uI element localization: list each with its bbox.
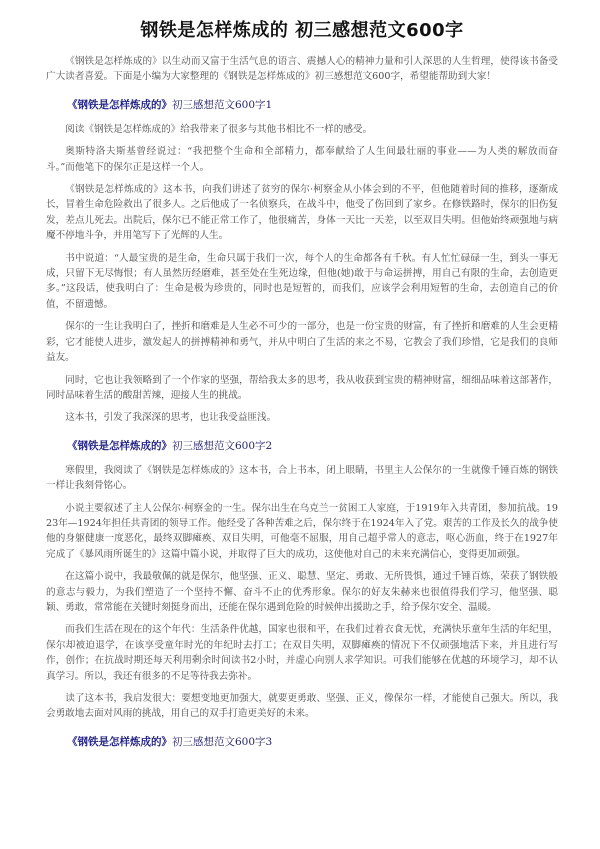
paragraph: 这本书，引发了我深深的思考，也让我受益匪浅。 (65, 412, 277, 424)
paragraph: 阅读《钢铁是怎样炼成的》给我带来了很多与其他书相比不一样的感受。 (65, 123, 373, 135)
paragraph: 在这篇小说中，我最敬佩的就是保尔，他坚强、正义、聪慧、坚定、勇敢、无所畏惧，通过千锤百炼，荣获了钢铁般的意志与毅力，为我们塑造了一个坚持不懈、奋斗不止的优秀形象。保尔的好友朱赫来也很值得我们学习，他坚强、聪颖、勇敢，常常能在关键时刻挺身而出，还能在保尔遇到危险的时候伸出援助之手，给予保尔安全、温暖。 (46, 571, 558, 613)
intro-paragraph: 《钢铁是怎样炼成的》以生动而又富于生活气息的语言、震撼人心的精神力量和引人深思的人生哲理，使得该书备受广大读者喜爱。下面是小编为大家整理的《钢铁是怎样炼成的》初三感想范文600字，希望能帮助到大家！ (46, 56, 558, 83)
document-title: 钢铁是怎样炼成的 初三感想范文600字 (140, 20, 464, 41)
paragraph: 小说主要叙述了主人公保尔·柯察金的一生。保尔出生在乌克兰一贫困工人家庭，于1919年入共青团，参加抗战。1923年—1924年担任共青团的领导工作。他经受了各种苦难之后，保尔终于在1924年入了党。艰苦的工作及长久的战争使他的身躯健康一度恶化，最终双脚瘫痪、双目失明，可他毫不屈服，用自己超乎常人的意志，呕心沥血，终于在1927年完成了《暴风雨所诞生的》这篇中篇小说，并取得了巨大的成功，这使他对自己的未来充满信心，变得更加顽强。 (46, 502, 558, 560)
section-heading-3: 《钢铁是怎样炼成的》初三感想范文600字3 (67, 735, 273, 748)
paragraph: 同时，它也让我领略到了一个作家的坚强，帮给我太多的思考，我从收获到宝贵的精神财富，细细品味着这部著作，同时品味着生活的酸甜苦辣，迎接人生的挑战。 (46, 374, 558, 401)
paragraph: 保尔的一生让我明白了，挫折和磨难是人生必不可少的一部分，也是一份宝贵的财富，有了挫折和磨难的人生会更精彩，它才能使人进步，激发起人的拼搏精神和勇气，并从中明白了生活的来之不易，它教会了我们珍惜，它是我们的良师益友。 (46, 321, 558, 364)
section-heading-2: 《钢铁是怎样炼成的》初三感想范文600字2 (67, 439, 273, 452)
section-heading-1: 《钢铁是怎样炼成的》初三感想范文600字1 (67, 98, 273, 111)
paragraph: 寒假里，我阅读了《钢铁是怎样炼成的》这本书，合上书本，闭上眼睛，书里主人公保尔的一生就像千锤百炼的钢铁一样让我刻骨铭心。 (46, 464, 558, 492)
paragraph: 《钢铁是怎样炼成的》这本书，向我们讲述了贫穷的保尔·柯察金从小体会到的不平，但他随着时间的推移，逐渐成长，冒着生命危险救出了很多人。之后他成了一名侦察兵，在战斗中，他受了伤回到了家乡。在修铁路时，保尔的旧伤复发，差点儿死去。出院后，保尔已不能正常工作了，他很痛苦，身体一天比一天差，以至双目失明。但他始终顽强地与病魔不停地斗争，并用笔写下了光辉的人生。 (46, 184, 558, 242)
paragraph: 奥斯特洛夫斯基曾经说过：“我把整个生命和全部精力，都奉献给了人生间最壮丽的事业——为人类的解放而奋斗。”而他笔下的保尔正是这样一个人。 (46, 146, 558, 173)
paragraph: 读了这本书，我启发很大：要想变地更加强大，就要更勇敢、坚强、正义，像保尔一样，才能使自己强大。所以，我会勇敢地去面对风雨的挑战，用自己的双手打造更美好的未来。 (46, 693, 558, 720)
paragraph: 书中说道：“人最宝贵的是生命，生命只属于我们一次，每个人的生命都各有千秋。有人忙忙碌碌一生，到头一事无成，只留下无尽悔恨；有人虽然历经磨难，甚至处在生死边缘，但他(她)敢于与命运拼搏，用自己有限的生命，去创造更多。”这段话，使我明白了：生命是极为珍贵的，同时也是短暂的，而我们，应该学会利用短暂的生命，去创造自己的价值，不留遗憾。 (46, 252, 558, 310)
paragraph: 而我们生活在现在的这个年代：生活条件优越，国家也很和平，在我们过着衣食无忧，充满快乐童年生活的年纪里，保尔却被迫退学，在该享受童年时光的年纪时去打工；在双目失明，双脚瘫痪的情况下不仅顽强地活下来，并且进行写作，创作；在抗战时期还每天利用剩余时间读书2小时，并虚心向别人求学知识。可我们能够在优越的环境学习，却不认真学习。所以，我还有很多的不足等待我去弥补。 (46, 624, 558, 682)
